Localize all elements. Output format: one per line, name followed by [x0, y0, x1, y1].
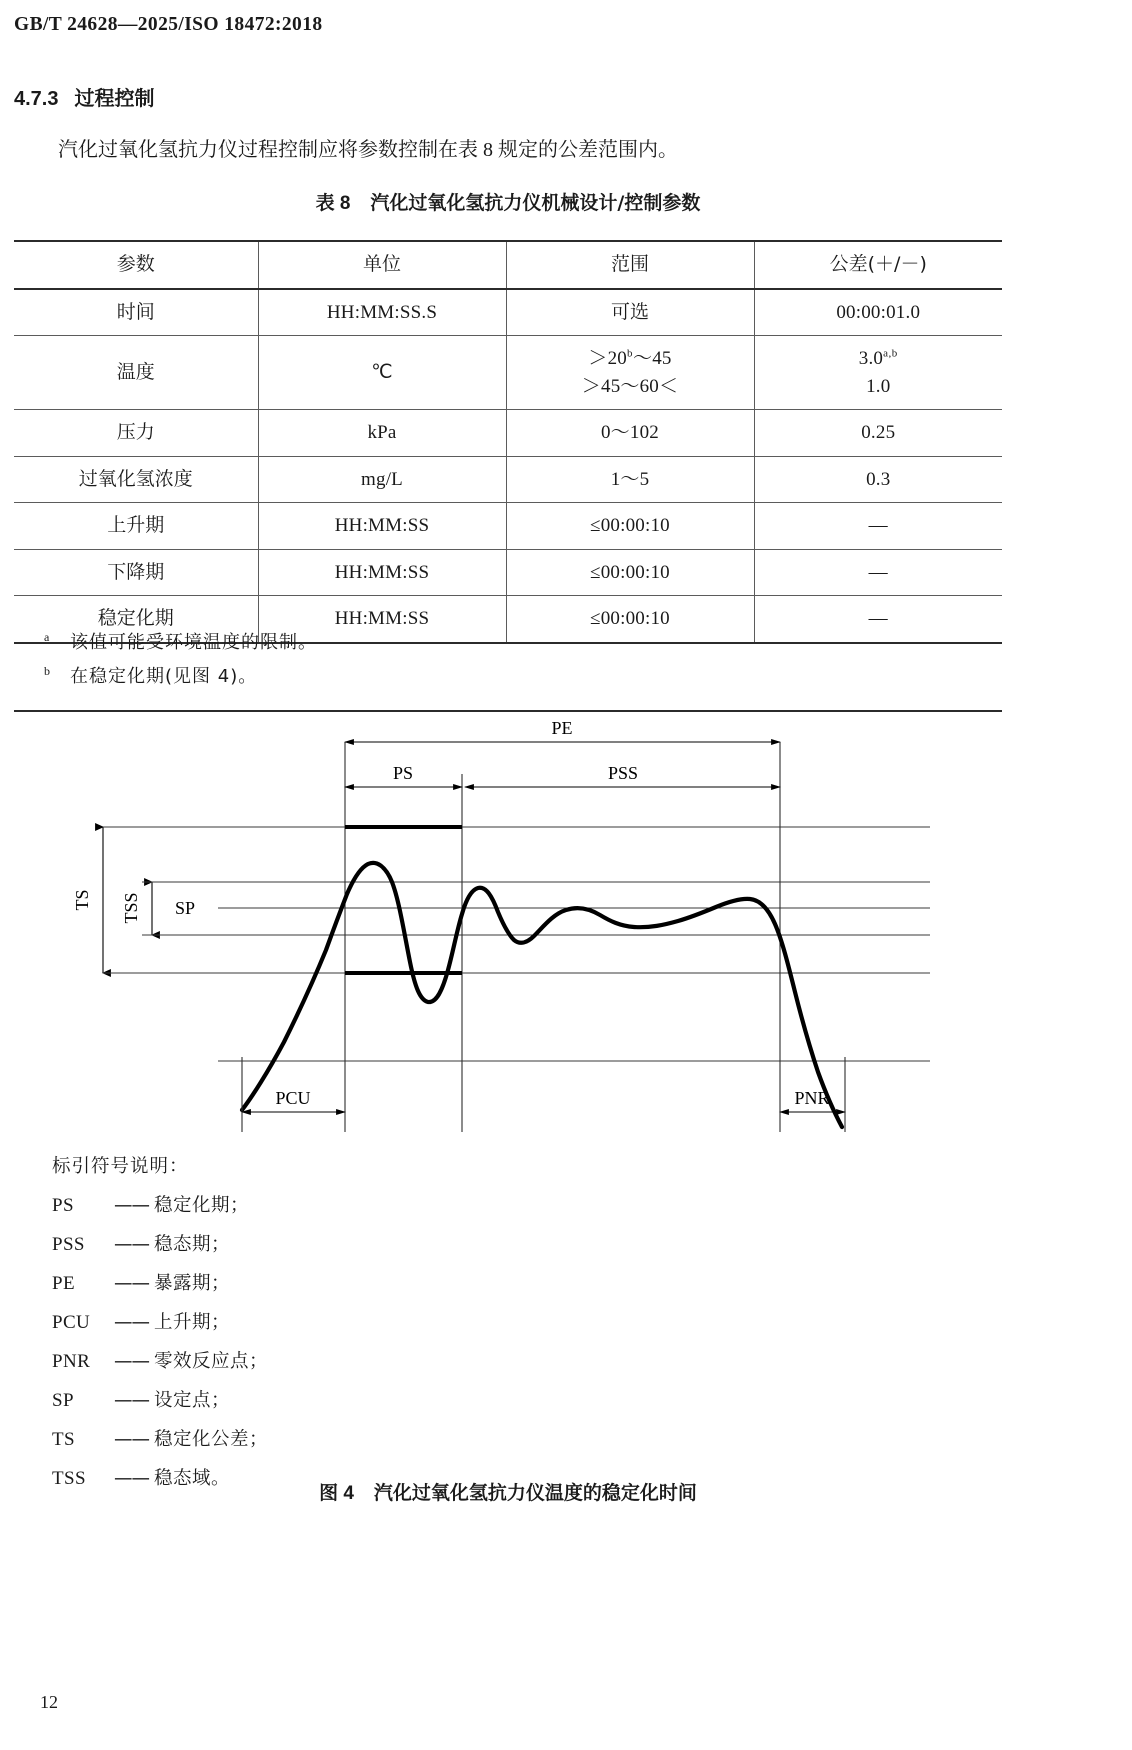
- key-definition: 稳定化公差；: [154, 1429, 269, 1450]
- key-definition: 零效反应点；: [154, 1351, 269, 1372]
- key-dash: ——: [114, 1468, 149, 1489]
- figure-caption-title: 汽化过氧化氢抗力仪温度的稳定化时间: [373, 1482, 697, 1504]
- cell-unit: mg/L: [258, 456, 506, 503]
- body-paragraph: 汽化过氧化氢抗力仪过程控制应将参数控制在表 8 规定的公差范围内。: [58, 139, 678, 161]
- figure-key: [52, 1152, 652, 1503]
- clause-heading: [14, 82, 154, 111]
- table-row: [14, 336, 1002, 410]
- table-caption: [0, 188, 1016, 215]
- table-caption-title: 汽化过氧化氢抗力仪机械设计/控制参数: [370, 192, 701, 214]
- cell-range-line-2: ＞45～60＜: [581, 375, 679, 397]
- table-header-row: [14, 241, 1002, 289]
- column-header-range: 范围: [506, 241, 754, 289]
- key-dash: ——: [114, 1390, 149, 1411]
- cell-tolerance: 0.25: [754, 410, 1002, 457]
- figure-caption: [0, 1478, 1016, 1505]
- key-definition: 稳定化期；: [154, 1195, 250, 1216]
- footnote-mark: b: [44, 664, 50, 678]
- dimension-pss: [465, 763, 780, 787]
- cell-range: ≤00:00:10: [506, 503, 754, 550]
- key-item-pcu: [52, 1308, 652, 1334]
- footnote-text: 在稳定化期(见图 4)。: [70, 666, 258, 687]
- cell-range: 可选: [506, 289, 754, 336]
- running-head: GB/T 24628—2025/ISO 18472:2018: [14, 14, 323, 35]
- pe-label: PE: [551, 718, 573, 738]
- cell-range: ≤00:00:10: [506, 549, 754, 596]
- cell-parameter: 下降期: [14, 549, 258, 596]
- column-header-unit: 单位: [258, 241, 506, 289]
- key-dash: ——: [114, 1312, 149, 1333]
- cell-tolerance: —: [754, 503, 1002, 550]
- figure-caption-label: 图 4: [319, 1483, 354, 1504]
- table-caption-label: 表 8: [315, 193, 351, 214]
- key-definition: 暴露期；: [154, 1273, 231, 1294]
- cell-parameter: 过氧化氢浓度: [14, 456, 258, 503]
- footnote-a: [14, 628, 1002, 654]
- key-symbol: TS: [52, 1429, 75, 1450]
- cell-range-line-1: ＞20$^b$～45: [588, 347, 672, 370]
- grid-vertical: [345, 742, 780, 1132]
- key-symbol: SP: [52, 1390, 74, 1411]
- cell-tolerance: —: [754, 549, 1002, 596]
- ps-band-emphasis: [345, 827, 462, 973]
- stabilization-time-diagram: [0, 712, 1016, 1142]
- key-definition: 上升期；: [154, 1312, 231, 1333]
- key-definition: 设定点；: [154, 1390, 231, 1411]
- key-dash: ——: [114, 1234, 149, 1255]
- dimension-pcu: [242, 1057, 345, 1132]
- cell-range: 0～102: [506, 410, 754, 457]
- key-title: 标引符号说明：: [52, 1156, 189, 1177]
- cell-parameter: 时间: [14, 289, 258, 336]
- key-item-pnr: [52, 1347, 652, 1373]
- key-symbol: PSS: [52, 1234, 85, 1255]
- key-symbol: PS: [52, 1195, 74, 1216]
- key-item-sp: [52, 1386, 652, 1412]
- key-definition: 稳态期；: [154, 1234, 231, 1255]
- clause-title: 过程控制: [74, 86, 155, 110]
- column-header-tolerance: 公差(＋/－): [754, 241, 1002, 289]
- key-item-ps: [52, 1191, 652, 1217]
- cell-tolerance: 0.3: [754, 456, 1002, 503]
- key-definition: 稳态域。: [154, 1468, 231, 1489]
- key-item-pe: [52, 1269, 652, 1295]
- cell-unit: kPa: [258, 410, 506, 457]
- table-row: [14, 289, 1002, 336]
- cell-unit: HH:MM:SS.S: [258, 289, 506, 336]
- figure-4: [0, 712, 1016, 1142]
- table-row: [14, 503, 1002, 550]
- table-row: [14, 456, 1002, 503]
- dimension-ts: [72, 827, 218, 973]
- key-symbol: PE: [52, 1273, 75, 1294]
- table-row: [14, 549, 1002, 596]
- dimension-tss: [121, 882, 218, 935]
- pss-label: PSS: [607, 763, 639, 783]
- column-header-parameter: 参数: [14, 241, 258, 289]
- cell-range: ≤00:00:10: [506, 596, 754, 643]
- cell-tolerance: [754, 336, 1002, 410]
- page-number: 12: [40, 1692, 58, 1712]
- key-item-ts: [52, 1425, 652, 1451]
- footnote-text: 该值可能受环境温度的限制。: [70, 632, 317, 653]
- cell-unit: ℃: [258, 336, 506, 410]
- cell-tolerance-line-2: 1.0: [866, 375, 891, 397]
- key-item-pss: [52, 1230, 652, 1256]
- dimension-pe: [345, 718, 780, 742]
- clause-number: 4.7.3: [14, 88, 59, 110]
- temperature-curve: [242, 863, 842, 1127]
- sp-label: SP: [174, 898, 196, 918]
- pcu-label: PCU: [275, 1088, 311, 1108]
- footnote-b: [14, 662, 1002, 688]
- cell-parameter: 压力: [14, 410, 258, 457]
- key-symbol: PNR: [52, 1351, 91, 1372]
- cell-parameter: 温度: [14, 336, 258, 410]
- cell-parameter: 稳定化期: [14, 596, 258, 643]
- cell-unit: HH:MM:SS: [258, 503, 506, 550]
- cell-range: [506, 336, 754, 410]
- key-dash: ——: [114, 1195, 149, 1216]
- pnr-label: PNR: [794, 1088, 830, 1108]
- key-dash: ——: [114, 1429, 149, 1450]
- tss-label: TSS: [121, 892, 141, 924]
- dimension-ps: [345, 763, 462, 787]
- footnote-mark: a: [44, 630, 50, 644]
- ps-label: PS: [392, 763, 414, 783]
- cell-tolerance: 00:00:01.0: [754, 289, 1002, 336]
- key-symbol: PCU: [52, 1312, 91, 1333]
- table-footnotes: [14, 612, 1002, 712]
- cell-tolerance: —: [754, 596, 1002, 643]
- ts-label: TS: [72, 889, 92, 911]
- cell-range: 1～5: [506, 456, 754, 503]
- dimension-pnr: [780, 1057, 845, 1132]
- table-8: [14, 240, 1002, 644]
- cell-parameter: 上升期: [14, 503, 258, 550]
- grid-horizontal: [218, 827, 930, 1061]
- key-symbol: TSS: [52, 1468, 86, 1489]
- table-row: [14, 410, 1002, 457]
- key-dash: ——: [114, 1351, 149, 1372]
- cell-unit: HH:MM:SS: [258, 596, 506, 643]
- key-dash: ——: [114, 1273, 149, 1294]
- cell-tolerance-line-1: 3.0$^{a,b}$: [858, 347, 898, 370]
- cell-unit: HH:MM:SS: [258, 549, 506, 596]
